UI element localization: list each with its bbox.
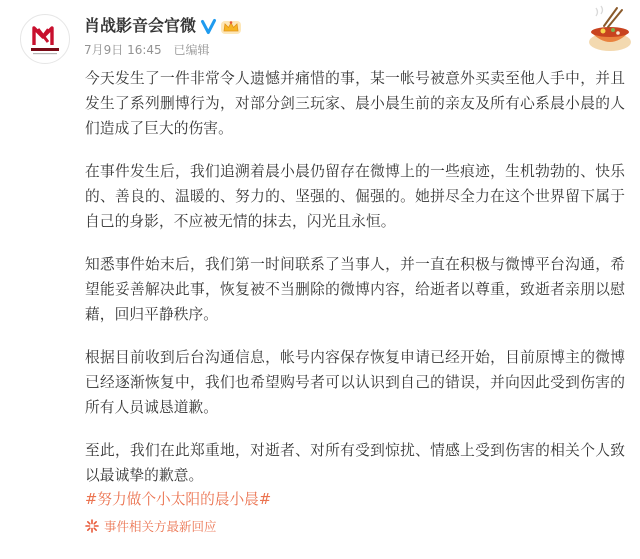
post-paragraph: 至此，我们在此郑重地，对逝者、对所有受到惊扰、情感上受到伤害的相关个人致以最诚挚的歉意。 (85, 442, 625, 484)
logo-icon (21, 15, 69, 63)
hashtag-link[interactable]: #努力做个小太阳的晨小晨# (85, 491, 272, 508)
post-paragraph: 知悉事件始末后，我们第一时间联系了当事人，并一直在积极与微博平台沟通，希望能妥善解决此事，恢复被不当删除的微博内容，给逝者以尊重，致逝者亲朋以慰藉，回归平静秩序。 (85, 256, 625, 323)
author-row (84, 15, 242, 37)
post-paragraph: 在事件发生后，我们追溯着晨小晨仍留存在微博上的一些痕迹，生机勃勃的、快乐的、善良的、温暖的、努力的、坚强的、倔强的。她拼尽全力在这个世界留下属于自己的身影，不应被无情的抹去，闪光且永恒。 (85, 163, 625, 230)
sparkle-icon (85, 519, 99, 533)
post-content (85, 66, 625, 535)
hotpot-decoration-icon (584, 2, 634, 54)
post-meta (84, 42, 210, 58)
avatar[interactable] (20, 14, 70, 64)
event-link-label: 事件相关方最新回应 (104, 519, 217, 534)
post-date[interactable]: 7月9日 16:45 (84, 43, 162, 57)
post-paragraph: 今天发生了一件非常令人遗憾并痛惜的事，某一帐号被意外买卖至他人手中，并且发生了系列删博行为，对部分剑三玩家、晨小晨生前的亲友及所有心系晨小晨的人们造成了巨大的伤害。 (85, 70, 625, 137)
author-name[interactable]: 肖战影音会官微 (84, 16, 197, 35)
edited-label[interactable]: 已编辑 (173, 43, 210, 57)
event-related-link[interactable] (85, 517, 625, 535)
post-paragraph: 根据目前收到后台沟通信息，帐号内容保存恢复申请已经开始，目前原博主的微博已经逐渐恢复中，我们也希望购号者可以认识到自己的错误，并向因此受到伤害的所有人员诚恳道歉。 (85, 349, 625, 416)
crown-badge-icon[interactable] (220, 18, 242, 35)
verified-v-icon (200, 18, 217, 35)
